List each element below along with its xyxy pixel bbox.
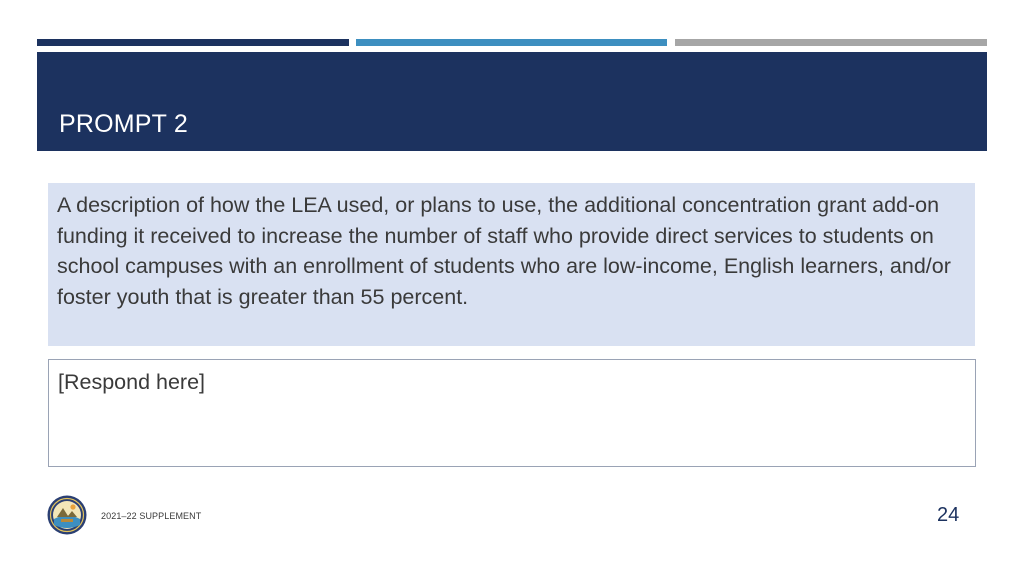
- response-text-box[interactable]: [48, 359, 976, 467]
- response-placeholder: [Respond here]: [58, 370, 206, 394]
- page-number: 24: [937, 504, 960, 526]
- title-band: [37, 52, 987, 151]
- accent-bar-navy: [37, 39, 349, 46]
- prompt-text-box: A description of how the LEA used, or plans to use, the additional concentration grant add-on funding it received to increase the number of staff who provide direct services to students on school campuses with an enrollment of students who are low-income, English learners, and/or foster youth that is greater than 55 percent.: [48, 183, 975, 346]
- footer-label: 2021–22 SUPPLEMENT: [101, 511, 202, 521]
- state-seal-icon: [47, 495, 87, 535]
- accent-bar-blue: [356, 39, 667, 46]
- accent-bar-gray: [675, 39, 987, 46]
- slide-title: PROMPT 2: [59, 110, 188, 138]
